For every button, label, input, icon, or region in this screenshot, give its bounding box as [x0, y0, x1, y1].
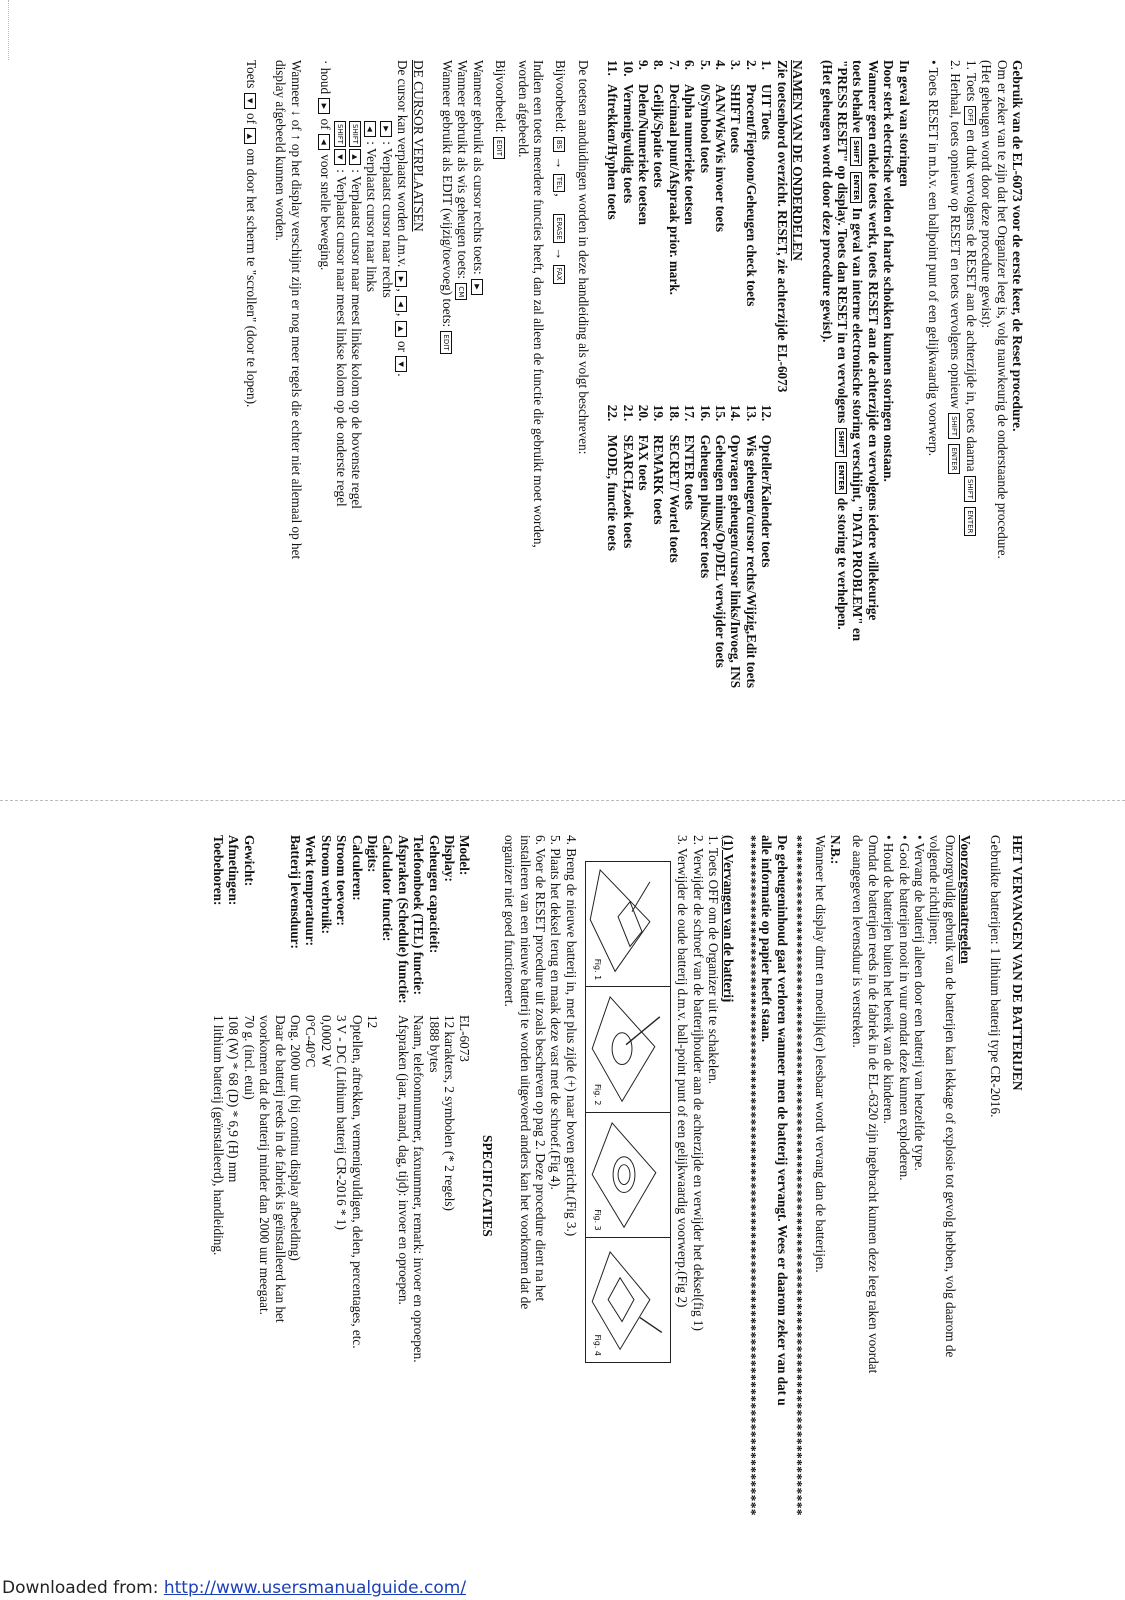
parts-cell-n2: 12. — [759, 404, 775, 422]
spec-row — [272, 835, 287, 1363]
figure-4-label: Fig. 4 — [593, 1334, 603, 1356]
replace-step-5: 5. Plaats het deksel terug en maak deze vast met de schroef.(Fig 4). — [548, 835, 564, 1190]
spec-label: Gewicht: — [241, 835, 257, 887]
spec-value: Ong. 2000 uur (bij continu display afbeelding) — [287, 1015, 303, 1261]
fault-line-1: Door sterk electrische velden of harde schokken kunnen storingen onstaan. — [881, 60, 897, 482]
tel-key-icon: TEL — [553, 174, 565, 193]
intro-text: Om er zeker van te zijn dat het Organizer leeg is, volg nauwkeurig de onderstaande procedure. — [994, 60, 1010, 559]
spec-value: 12 — [365, 1015, 380, 1029]
replace-step-6: 6. Voer de RESET procedure uit zoals beschreven op pag 2. Deze procedure dient na het — [533, 835, 549, 1302]
parts-cell-n2: 17. — [682, 404, 698, 422]
spec-label: Telefoonboek (TEL) functie: — [411, 835, 427, 995]
parts-intro: Zie toetsenbord overzicht. RESET, zie achterzijde EL-6073 — [774, 60, 790, 393]
shift-key-icon: SHIFT — [850, 137, 862, 166]
parts-cell-n: 7. — [666, 60, 682, 70]
spec-row — [411, 835, 426, 1363]
cursor-left-key-icon: ◀ — [364, 121, 376, 137]
manual-page-1 — [0, 60, 1025, 800]
cursor-item-left: ◀ : Verplaatst cursor naar links — [364, 60, 379, 800]
spec-value: 3 V - DC (Lithium batterij CR-2016 * 1) — [334, 1015, 350, 1230]
parts-cell-n2: 18. — [666, 404, 682, 422]
spec-label: Stroom toevoer: — [334, 835, 350, 926]
cursor-intro: De cursor kan verplaatst worden d.m.v. ▶, ◀, ▲ or ▼. — [395, 60, 411, 377]
parts-cell-label2: Wis geheugen/cursor rechts/Wijzig,Edit toets — [743, 434, 759, 688]
parts-cell-n: 9. — [636, 60, 652, 70]
example-2: Bijvoorbeeld: EDIT — [493, 60, 508, 800]
spec-label: Calculeren: — [349, 835, 365, 901]
spec-label: Display: — [442, 835, 458, 882]
spec-row — [303, 835, 318, 1363]
parts-cell-label2: Geheugen plus/Neer toets — [697, 434, 713, 579]
parts-cell-n: 2. — [743, 60, 759, 70]
parts-table — [605, 60, 774, 800]
replace-step-1: 1. Toets OFF om de Organizer uit te schakelen. — [706, 835, 722, 1085]
replace-step-4: 4. Breng de nieuwe batterij in, met plus zijde (+) naar boven gericht.(Fig 3.) — [563, 835, 579, 1237]
parts-cell-label: 0/Symbool toets — [697, 84, 713, 174]
parts-cell-label: Delen/Numerieke toetsen — [636, 84, 652, 225]
parts-cell-n2: 15. — [713, 404, 729, 422]
edit-use: Wanneer gebruikt als EDIT (wijzig/toevoeg) toets: EDIT — [440, 60, 455, 800]
parts-cell-label: Aftrekken/Hyphen toets — [605, 84, 621, 220]
parts-row — [666, 60, 681, 800]
spec-row — [442, 835, 457, 1363]
parts-row — [682, 60, 697, 800]
cm-key-icon: CM — [455, 283, 467, 300]
nb-text: Wanneer het display dimt en moeilijk(er) leesbaar wordt vervang dan de batterijen. — [812, 835, 828, 1273]
fault-line-4: "PRESS RESET" op display. Toets dan RESET in en vervolgens SHIFT ENTER de storing te verhelpen. — [834, 60, 850, 630]
parts-cell-label: AAN/Wis/Wis invoer toets — [713, 84, 729, 232]
arrows-note-2: display afgebeeld kunnen worden. — [273, 60, 289, 241]
parts-cell-label2: SEARCH,zoek toets — [620, 434, 636, 549]
replace-step-2: 2. Verwijder de schroef van de batterijhouder aan de achterzijde en verwijder het deksel(fig 1) — [690, 835, 706, 1331]
precautions-title: Voorzorgsmaatregelen — [958, 835, 974, 964]
parts-title: NAMEN VAN DE ONDERDELEN — [790, 60, 806, 261]
stars-divider: ************************************************************************************************ — [743, 835, 759, 1516]
spec-label — [257, 835, 272, 1015]
cursor-up-key-icon: ▲ — [349, 149, 361, 165]
enter-key-icon: ENTER — [850, 172, 862, 204]
precautions-intro: Onzorgvuldig gebruik van de batterijen kan lekkage of explosie tot gevolg hebben, volg daarom de — [942, 835, 958, 1358]
precautions-intro-2: volgende richtlijnen; — [927, 835, 943, 945]
wis-use: Wanneer gebruikt als wis geheugen toets: CM — [455, 60, 470, 800]
reset-step-2: 2. Herhaal, toets opnieuw op RESET en toets vervolgens opnieuw SHIFT ENTER — [948, 60, 963, 800]
parts-cell-label2: ENTER toets — [682, 434, 698, 510]
parts-cell-label: Gelijk/Spatie toets — [651, 84, 667, 188]
spec-row — [334, 835, 349, 1363]
spec-value: EL-6073 — [457, 1015, 473, 1062]
spec-label: Afspraken (Schedule) functie: — [395, 835, 411, 1004]
spec-value: 1 lithium batterij (geïnstalleerd), handleiding. — [210, 1015, 226, 1256]
spec-label: Digits: — [365, 835, 380, 873]
edit-key-icon: EDIT — [493, 137, 505, 159]
cursor-right-use: Wanneer gebruikt als cursor rechts toets: ▶ — [470, 60, 485, 800]
spec-value: 70 g. (incl. etui) — [241, 1015, 257, 1100]
precaution-3: • Houd de batterijen buiten het bereik van de kinderen. — [881, 835, 897, 1124]
spec-row — [380, 835, 395, 1363]
off-key-icon: OFF — [964, 106, 976, 126]
shift-key-icon: SHIFT — [349, 121, 361, 147]
enter-key-icon: ENTER — [948, 444, 960, 473]
stars-divider: ************************************************************************************************ — [790, 835, 806, 1516]
download-footer: Downloaded from: http://www.usersmanualguide.com/ — [2, 1578, 467, 1598]
spec-row — [365, 835, 380, 1363]
parts-row — [728, 60, 743, 800]
spec-row — [241, 835, 256, 1363]
spec-row — [349, 835, 364, 1363]
example-1: Bijvoorbeeld: BS → TEL, ERASE → FAX — [553, 60, 568, 800]
specs-title: SPECIFICATIES — [479, 1135, 495, 1237]
parts-cell-label: Vermenigvuldig toets — [620, 84, 636, 204]
replace-step-6-cont: installeren van een nieuwe batterij te worden uitgevoerd anders kan het voorkomen dat de — [517, 835, 533, 1310]
figure-1-label: Fig. 1 — [593, 958, 603, 981]
parts-cell-n: 11. — [605, 60, 621, 76]
replace-step-6-cont-2: organizer niet goed functioneert. — [502, 835, 518, 1007]
parts-row — [697, 60, 712, 800]
shift-key-icon: SHIFT — [334, 121, 346, 147]
fault-line-2: Wanneer geen enkele toets werkt, toets RESET aan de achterzijde en vervolgens iedere willekeurige — [865, 60, 881, 621]
reset-step-1: 1. Toets OFF en druk vervolgens de RESET aan de achterzijde in, toets daarna SHIFT ENTER — [963, 60, 978, 800]
cursor-item-right: ▶ : Verplaatst cursor naar rechts — [379, 60, 394, 800]
parts-cell-label: Alpha numerieke toetsen — [682, 84, 698, 225]
parts-cell-n2: 16. — [697, 404, 713, 422]
parts-cell-label2: FAX toets — [636, 434, 652, 491]
parts-cell-label2: Geheugen minus/Op/DEL verwijder toets — [713, 434, 729, 668]
spec-row — [426, 835, 441, 1363]
parts-cell-n2: 19. — [651, 404, 667, 422]
replace-title: (1) Vervangen van de batterij — [721, 835, 737, 1003]
cursor-left-key-icon: ◀ — [318, 134, 330, 150]
erase-key-icon: ERASE — [553, 214, 565, 243]
specs-table — [211, 835, 473, 1363]
cursor-right-key-icon: ▶ — [395, 271, 407, 287]
fault-title: In geval van storingen — [896, 60, 912, 187]
parts-cell-n: 6. — [682, 60, 698, 70]
parts-cell-label: SHIFT toets — [728, 84, 744, 153]
parts-cell-label2: MODE, functie toets — [605, 434, 621, 551]
multi-function-note-2: worden afgebeeld. — [515, 60, 531, 158]
keys-described: De toetsen aanduidingen worden in deze handleiding als volgt beschreven: — [575, 60, 591, 455]
spec-label: Calculator functie: — [380, 835, 396, 942]
precaution-2: • Gooi de batterijen nooit in vuur omdat deze kunnen exploderen. — [896, 835, 912, 1181]
spec-label: Afmetingen: — [226, 835, 242, 906]
cursor-right-key-icon: ▶ — [471, 279, 483, 295]
fold-line — [0, 800, 1125, 801]
spec-value: 1888 bytes — [426, 1015, 442, 1073]
spec-label: Toebehoren: — [210, 835, 226, 906]
spec-value: 0°C-40°C — [303, 1015, 319, 1068]
figure-3 — [586, 1113, 670, 1238]
cursor-down-key-icon: ▼ — [395, 356, 407, 372]
parts-cell-label2: Opvragen geheugen/cursor links/Invoeg, INS — [728, 434, 744, 689]
source-link[interactable]: http://www.usersmanualguide.com/ — [163, 1578, 467, 1598]
spec-label: Stroom verbruik: — [318, 835, 334, 935]
spec-row — [288, 835, 303, 1363]
spec-label: Geheugen capaciteit: — [426, 835, 442, 954]
cursor-right-key-icon: ▶ — [318, 98, 330, 114]
cursor-left-key-icon: ◀ — [395, 296, 407, 312]
shift-key-icon: SHIFT — [835, 428, 847, 457]
factory-note: Omdat de batterijen reeds in de fabriek in de EL-6320 zijn ingebracht kunnen deze leeg raken voordat — [865, 835, 881, 1374]
manual-page-10 — [0, 835, 1025, 1575]
cursor-down-key-icon: ▼ — [334, 149, 346, 165]
scroll-note: Toets ▼ of ▲ om door het scherm te "scrollen" (door te lopen). — [243, 60, 259, 408]
figure-2-label: Fig. 2 — [593, 1084, 603, 1106]
enter-key-icon: ENTER — [964, 507, 976, 536]
battery-title: HET VERVANGEN VAN DE BATTERIJEN — [1010, 835, 1025, 1091]
cursor-up-key-icon: ▲ — [395, 321, 407, 337]
figure-3-label: Fig. 3 — [593, 1209, 603, 1231]
spec-row — [257, 835, 272, 1363]
cursor-down-key-icon: ▼ — [244, 93, 256, 109]
arrows-note-1: Wanneer ↓ of ↑ op het display verschijnt zijn er nog meer regels die echter niet allemaal op het — [288, 60, 304, 560]
spec-value: voorkomen dat de batterij minder dan 2000 uur meegaat. — [257, 1015, 273, 1315]
memory-warning: De geheugeninhoud gaat verloren wanneer men de batterij vervangt. Wees er daarom zeker van dat u — [774, 835, 790, 1406]
parts-cell-n2: 14. — [728, 404, 744, 422]
figure-4 — [586, 1238, 670, 1362]
cursor-up-key-icon: ▲ — [244, 128, 256, 144]
cursor-item-bottom: SHIFT▼ : Verplaatst cursor naar meest linkse kolom op de onderste regel — [333, 60, 348, 800]
hold-note: · houd ▶ of ◀ voor snelle beweging. — [318, 60, 334, 271]
spec-row — [457, 835, 472, 1363]
enter-key-icon: ENTER — [835, 462, 847, 494]
parts-cell-n2: 20. — [636, 404, 652, 422]
parts-row — [651, 60, 666, 800]
parts-row — [620, 60, 635, 800]
spec-value: 12 karakters, 2 symbolen (* 2 regels) — [442, 1015, 458, 1211]
spec-value: Optellen, aftrekken, vermenigvuldigen, delen, percentages, etc. — [349, 1015, 365, 1349]
reset-bullet: • Toets RESET in m.b.v. een ballpoint punt of een gelijkwaardig voorwerp. — [925, 60, 941, 457]
spec-row — [395, 835, 410, 1363]
shift-key-icon: SHIFT — [964, 476, 976, 502]
parts-cell-n: 8. — [651, 60, 667, 70]
parts-cell-n2: 21. — [620, 404, 636, 422]
precaution-1: • Vervang de batterij alleen door een batterij van hetzelfde type. — [911, 835, 927, 1171]
fax-key-icon: FAX — [553, 265, 565, 284]
shift-key-icon: SHIFT — [948, 413, 960, 439]
bs-key-icon: BS — [553, 137, 565, 152]
factory-note-2: de aangegeven levensduur is verstreken. — [850, 835, 866, 1048]
spec-value: 0,0002 W — [318, 1015, 334, 1067]
intro-title: Gebruik van de EL-6073 voor de eerste keer, de Reset procedure. — [1010, 60, 1025, 432]
parts-row — [636, 60, 651, 800]
parts-cell-label2: SECRET/ Wortel toets — [666, 434, 682, 563]
cursor-item-top: SHIFT▲ : Verplaatst cursor naar meest linkse kolom op de bovenste regel — [349, 60, 364, 800]
parts-cell-n: 4. — [713, 60, 729, 70]
parts-row — [759, 60, 774, 800]
spec-value: Daar de batterij reeds in de fabriek is geïnstalleerd kan het — [272, 1015, 288, 1323]
spec-value: 108 (W) * 68 (D) * 6,9 (H) mm — [226, 1015, 242, 1183]
replace-step-3: 3. Verwijder de oude batterij d.m.v. ball-point punt of een gelijkwaardig voorwerp.(Fig 2) — [675, 835, 691, 1308]
spec-label: Werk temperatuur: — [303, 835, 319, 946]
spec-row — [318, 835, 333, 1363]
parts-cell-n2: 22. — [605, 404, 621, 422]
memory-warning-2: alle informatie op papier heeft staan. — [759, 835, 775, 1043]
intro-note: (Het geheugen wordt door deze procedure gewist): — [979, 60, 995, 329]
parts-row — [744, 60, 759, 800]
spec-label: Batterij levensduur: — [287, 835, 303, 949]
parts-cell-n: 10. — [620, 60, 636, 77]
spec-row — [226, 835, 241, 1363]
parts-row — [605, 60, 620, 800]
spec-row — [211, 835, 226, 1363]
spec-value: Afspraken (jaar, maand, dag, tijd): invoer en oproepen. — [395, 1015, 411, 1305]
spec-value: Naam, telefoonnummer, faxnummer, remark: invoer en oproepen. — [411, 1015, 427, 1363]
spec-value — [380, 1015, 395, 1363]
spec-label: Model: — [457, 835, 473, 876]
figure-2 — [586, 987, 670, 1112]
parts-cell-n: 1. — [759, 60, 775, 70]
parts-cell-n: 3. — [728, 60, 744, 70]
parts-row — [713, 60, 728, 800]
fault-line-5: (Het geheugen wordt door deze procedure gewist). — [819, 60, 835, 343]
cursor-title: DE CURSOR VERPLAATSEN — [410, 60, 426, 232]
scan-edge-marks — [8, 0, 9, 60]
figure-1 — [586, 862, 670, 987]
battery-used: Gebruikte batterijen: 1 lithium batterij type CR-2016. — [987, 835, 1003, 1118]
battery-figures — [585, 861, 671, 1363]
parts-cell-n2: 13. — [743, 404, 759, 422]
fault-line-3: toets behalve SHIFT ENTER In geval van interne electronische storing verschijnt, "DATA PROBLEM" en — [850, 60, 866, 642]
nb-title: N.B.: — [827, 835, 843, 865]
parts-cell-n: 5. — [697, 60, 713, 70]
parts-cell-label2: Opteller/Kalender toets — [759, 434, 775, 568]
multi-function-note: Indien een toets meerdere functies heeft, dan zal alleen de functie die gebruikt moet worden, — [531, 60, 547, 548]
parts-cell-label: UIT Toets — [759, 84, 775, 140]
edit-key-icon: EDIT — [440, 331, 452, 353]
spec-label — [272, 835, 287, 1015]
parts-cell-label: Decimaal punt/Afspraak prior. mark. — [666, 84, 682, 295]
parts-cell-label2: REMARK toets — [651, 434, 667, 525]
cursor-right-key-icon: ▶ — [380, 121, 392, 137]
parts-cell-label: Procent/Fieptoon/Geheugen check toets — [743, 84, 759, 307]
